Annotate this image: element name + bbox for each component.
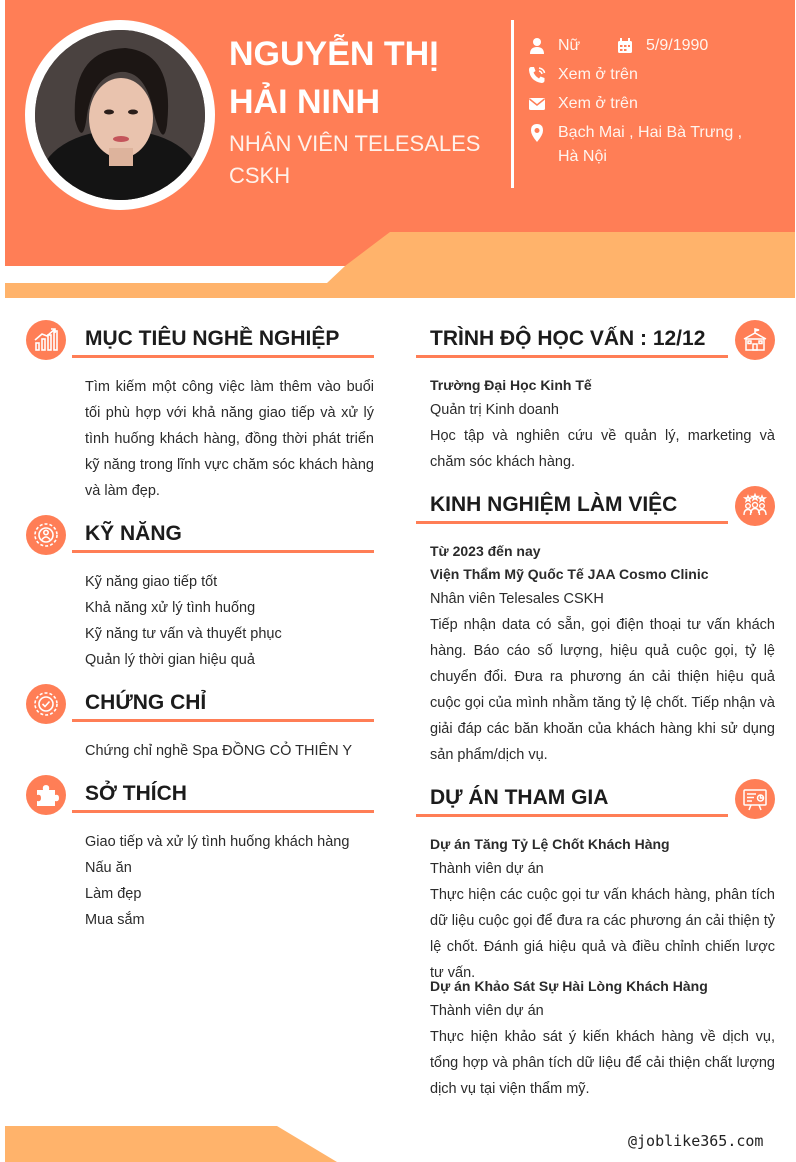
certificate-badge-icon: [26, 684, 66, 724]
project-name: Dự án Tăng Tỷ Lệ Chốt Khách Hàng: [430, 836, 670, 852]
hobbies-underline: [72, 810, 374, 813]
candidate-name: [229, 30, 509, 126]
header-banner: [5, 0, 795, 298]
project-name: Dự án Khảo Sát Sự Hài Lòng Khách Hàng: [430, 978, 708, 994]
education-major: Quản trị Kinh doanh: [430, 402, 559, 418]
skill-item: Khả năng xử lý tình huống: [85, 600, 256, 616]
email-value: Xem ở trên: [558, 95, 638, 112]
hobbies-list: [85, 829, 374, 933]
job-title-line-2: CSKH: [229, 163, 291, 188]
skills-list: [85, 569, 374, 673]
education-underline: [416, 355, 728, 358]
skill-item: Quản lý thời gian hiệu quả: [85, 652, 255, 668]
certificates-underline: [72, 719, 374, 722]
project-board-icon: [735, 779, 775, 819]
objective-underline: [72, 355, 374, 358]
experience-heading: KINH NGHIỆM LÀM VIỆC: [430, 493, 678, 516]
footer-stripe-decoration: [5, 1126, 345, 1162]
skill-item: Kỹ năng tư vấn và thuyết phục: [85, 626, 282, 642]
project-description: Thực hiện khảo sát ý kiến khách hàng về dịch vụ, tổng hợp và phân tích dữ liệu để cải thiện chất lượng dịch vụ tại viện thẩm mỹ.: [430, 1029, 775, 1097]
site-watermark: @joblike365.com: [628, 1132, 764, 1150]
hobbies-heading: SỞ THÍCH: [85, 782, 187, 805]
email-icon: [527, 94, 547, 114]
job-title-line-1: NHÂN VIÊN TELESALES: [229, 131, 481, 156]
project-description: Thực hiện các cuộc gọi tư vấn khách hàng, phân tích dữ liệu cuộc gọi để đưa ra các phương án cải thiện tỷ lệ chốt. Đánh giá hiệu quả và điều chỉnh chiến lược tư vấn.: [430, 887, 775, 981]
calendar-icon: [615, 36, 635, 56]
objective-text: Tìm kiếm một công việc làm thêm vào buổi tối phù hợp với khả năng giao tiếp và xử lý tình huống khách hàng, đồng thời phát triển kỹ năng trong lĩnh vực chăm sóc khách hàng và làm đẹp.: [85, 379, 374, 499]
experience-description: Tiếp nhận data có sẵn, gọi điện thoại tư vấn khách hàng. Báo cáo số lượng, hiệu quả cuộc gọi, tỷ lệ chuyển đổi. Đưa ra phương án cải thiện hiệu quả cuộc gọi của mình nhằm tăng tỷ lệ chốt. Tiếp nhận và giải đáp các băn khoăn của khách hàng khi sử dụng sản phẩm/dịch vụ.: [430, 617, 775, 763]
skills-heading: KỸ NĂNG: [85, 522, 182, 545]
experience-underline: [416, 521, 728, 524]
experience-period: Từ 2023 đến nay: [430, 543, 541, 559]
skills-gear-person-icon: [26, 515, 66, 555]
birthday-value: 5/9/1990: [646, 37, 709, 54]
location-pin-icon: [527, 123, 547, 143]
education-description: Học tập và nghiên cứu về quản lý, marketing và chăm sóc khách hàng.: [430, 428, 775, 470]
skill-item: Kỹ năng giao tiếp tốt: [85, 574, 218, 590]
gender-value: Nữ: [558, 37, 581, 54]
experience-company: Viện Thẩm Mỹ Quốc Tế JAA Cosmo Clinic: [430, 566, 709, 582]
experience-position: Nhân viên Telesales CSKH: [430, 591, 604, 607]
projects-heading: DỰ ÁN THAM GIA: [430, 786, 609, 809]
hobby-item: Nấu ăn: [85, 860, 132, 876]
job-title: [229, 128, 499, 192]
header-divider: [511, 20, 514, 188]
name-line-2: HẢI NINH: [229, 83, 381, 121]
address-line-1: Bạch Mai , Hai Bà Trưng ,: [558, 124, 743, 141]
team-stars-icon: [735, 486, 775, 526]
project-role: Thành viên dự án: [430, 861, 544, 877]
project-role: Thành viên dự án: [430, 1003, 544, 1019]
certificates-heading: CHỨNG CHỈ: [85, 691, 207, 714]
chart-growth-icon: [26, 320, 66, 360]
phone-value: Xem ở trên: [558, 66, 638, 83]
projects-underline: [416, 814, 728, 817]
hobby-item: Mua sắm: [85, 912, 145, 928]
hobby-item: Giao tiếp và xử lý tình huống khách hàng: [85, 834, 350, 850]
school-building-icon: [735, 320, 775, 360]
address-line-2: Hà Nội: [558, 148, 607, 165]
education-heading: TRÌNH ĐỘ HỌC VẤN : 12/12: [430, 327, 706, 350]
hobby-item: Làm đẹp: [85, 886, 142, 902]
phone-icon: [527, 65, 547, 85]
avatar-photo: [35, 30, 205, 200]
puzzle-icon: [26, 775, 66, 815]
education-school: Trường Đại Học Kinh Tế: [430, 377, 592, 393]
person-icon: [527, 36, 547, 56]
certificate-item: Chứng chỉ nghề Spa ĐỒNG CỎ THIÊN Y: [85, 743, 353, 759]
name-line-1: NGUYỄN THỊ: [229, 35, 439, 73]
skills-underline: [72, 550, 374, 553]
avatar-frame: [25, 20, 215, 210]
address-value: [558, 121, 758, 169]
objective-heading: MỤC TIÊU NGHỀ NGHIỆP: [85, 327, 340, 350]
